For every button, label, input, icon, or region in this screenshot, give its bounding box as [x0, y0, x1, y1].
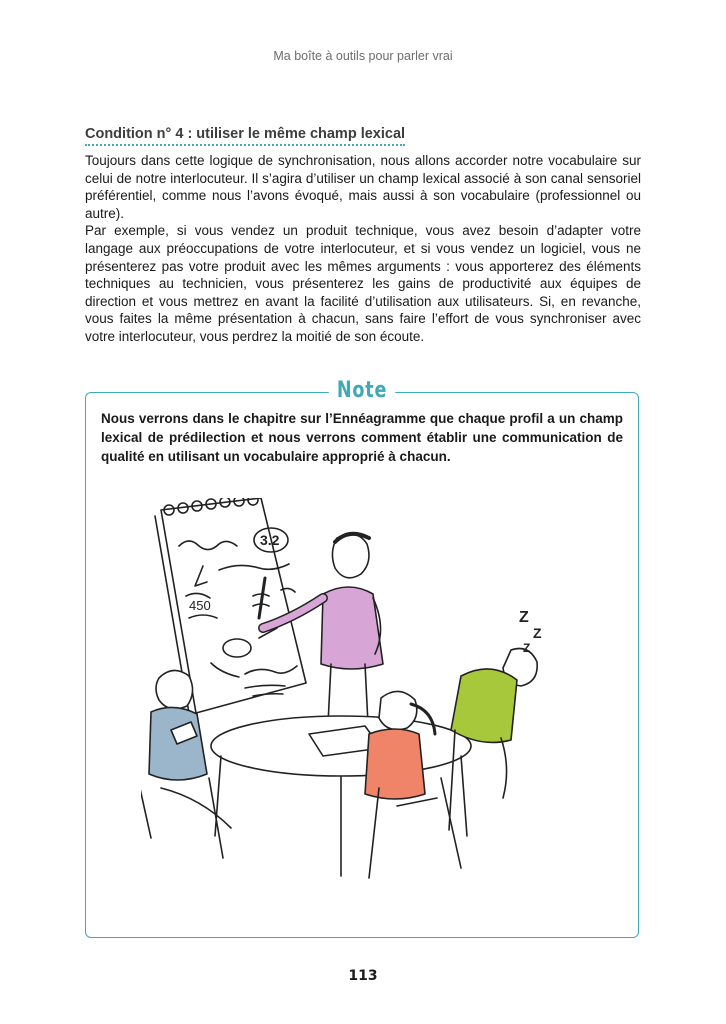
meeting-illustration [141, 498, 581, 893]
sleep-z-3: Z [523, 641, 531, 655]
paragraph-2: Par exemple, si vous vendez un produit technique, vous avez besoin d’adapter votre langage aux préoccupations de votre interlocuteur, et si vous vendez un logiciel, vous ne présenterez pas votre produit avec les mêmes arguments : vous apporterez des éléments techniques au technicien, vous présenterez les gains de productivité aux équipes de direction et vous mettrez en avant la facilité d’utilisation aux utilisateurs. Si, en revanche, vous faites la même présentation à chacun, sans faire l’effort de vous synchroniser avec votre interlocuteur, vous perdrez la moitié de son écoute. [85, 223, 641, 344]
section-heading: Condition n° 4 : utiliser le même champ lexical [85, 126, 405, 146]
note-text: Nous verrons dans le chapitre sur l’Ennéagramme que chaque profil a un champ lexical de prédilection et nous verrons comment établir une communication de qualité en utilisant un vocabulaire approprié à chacun. [101, 411, 623, 464]
flipchart-badge: 3.2 [260, 532, 280, 548]
round-table [211, 716, 471, 876]
section-body [85, 152, 641, 346]
note-box [85, 378, 639, 938]
condition-section [85, 125, 641, 346]
page-number: 113 [348, 968, 378, 984]
flipchart-number: 450 [189, 598, 211, 613]
sleep-z-2: Z [533, 625, 542, 641]
note-title: Note [329, 378, 395, 404]
woman-figure [365, 691, 461, 878]
running-header: Ma boîte à outils pour parler vrai [273, 49, 453, 63]
paragraph-1: Toujours dans cette logique de synchronisation, nous allons accorder notre vocabulaire sur celui de notre interlocuteur. Il s’agira d’utiliser un champ lexical associé à son canal sensoriel préférentiel, comme nous l’avons évoqué, mais aussi à son vocabulaire (professionnel ou autre). [85, 153, 641, 221]
sleep-z-1: Z [519, 609, 529, 626]
